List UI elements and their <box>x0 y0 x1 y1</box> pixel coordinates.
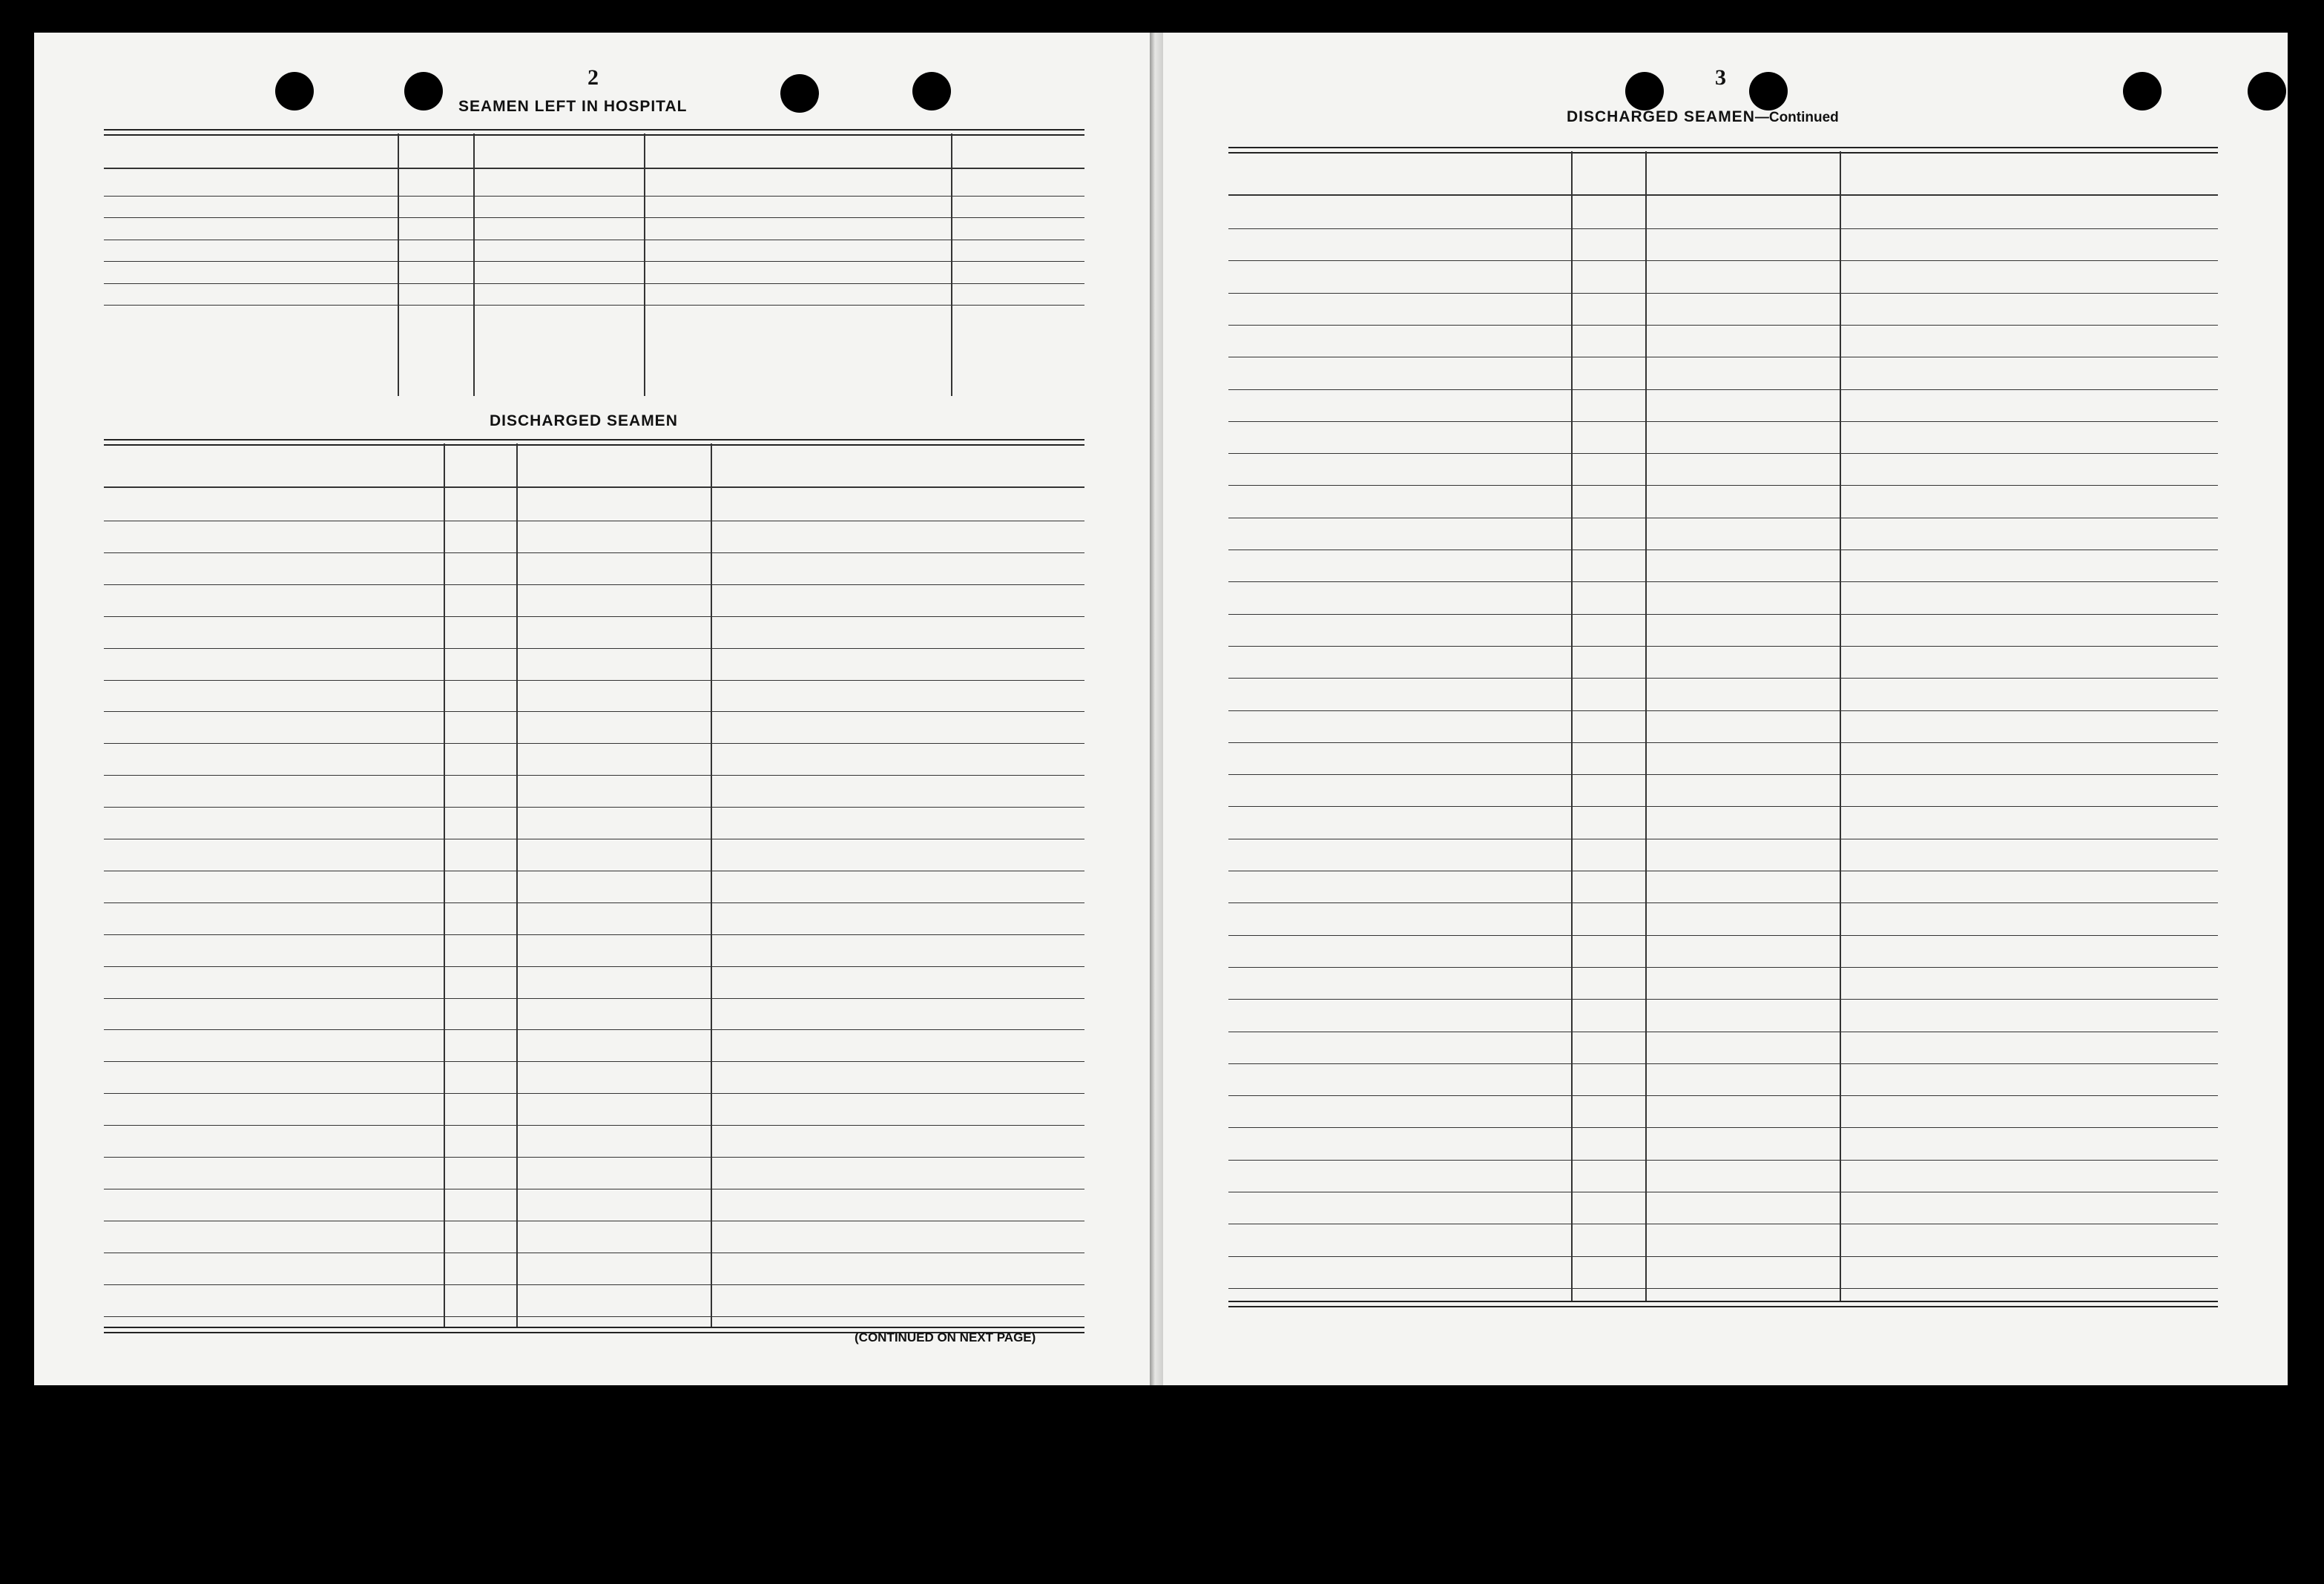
column-rule <box>711 443 712 1327</box>
column-rule <box>444 443 445 1327</box>
row-rule <box>1228 1063 2218 1064</box>
row-rule <box>1228 614 2218 615</box>
table-top-rule <box>104 129 1084 136</box>
row-rule <box>1228 1256 2218 1257</box>
header-rule <box>1228 194 2218 196</box>
row-rule <box>104 616 1084 617</box>
row-rule <box>104 584 1084 585</box>
row-rule <box>1228 1127 2218 1128</box>
row-rule <box>104 711 1084 712</box>
column-rule <box>1571 151 1573 1301</box>
header-rule <box>104 168 1084 169</box>
table-top-rule <box>1228 147 2218 154</box>
row-rule <box>1228 293 2218 294</box>
row-rule <box>104 283 1084 284</box>
row-rule <box>104 807 1084 808</box>
table-top-rule <box>104 439 1084 446</box>
row-rule <box>1228 453 2218 454</box>
punch-hole <box>2123 72 2162 110</box>
column-rule <box>1840 151 1841 1301</box>
row-rule <box>104 680 1084 681</box>
page-number: 2 <box>587 65 599 90</box>
row-rule <box>104 998 1084 999</box>
row-rule <box>1228 1288 2218 1289</box>
row-rule <box>104 1316 1084 1317</box>
row-rule <box>1228 902 2218 903</box>
row-rule <box>104 966 1084 967</box>
column-rule <box>398 133 399 396</box>
row-rule <box>104 1093 1084 1094</box>
row-rule <box>1228 228 2218 229</box>
row-rule <box>1228 389 2218 390</box>
row-rule <box>1228 967 2218 968</box>
continued-note: (CONTINUED ON NEXT PAGE) <box>855 1330 1036 1344</box>
continued-title-suffix: —Continued <box>1754 110 1839 125</box>
right-page <box>1157 33 2288 1385</box>
row-rule <box>1228 806 2218 807</box>
hospital-title: SEAMEN LEFT IN HOSPITAL <box>458 98 688 115</box>
row-rule <box>104 261 1084 262</box>
table-bottom-rule <box>1228 1301 2218 1307</box>
row-rule <box>104 305 1084 306</box>
row-rule <box>1228 325 2218 326</box>
row-rule <box>1228 260 2218 261</box>
row-rule <box>1228 774 2218 775</box>
column-rule <box>473 133 475 396</box>
column-rule <box>951 133 952 396</box>
continued-title <box>1567 108 1839 126</box>
row-rule <box>104 217 1084 218</box>
row-rule <box>104 934 1084 935</box>
punch-hole <box>275 72 314 110</box>
header-rule <box>104 486 1084 488</box>
row-rule <box>1228 1160 2218 1161</box>
row-rule <box>1228 581 2218 582</box>
row-rule <box>104 1029 1084 1030</box>
row-rule <box>1228 742 2218 743</box>
row-rule <box>1228 678 2218 679</box>
row-rule <box>1228 935 2218 936</box>
row-rule <box>104 902 1084 903</box>
row-rule <box>104 1125 1084 1126</box>
column-rule <box>1645 151 1647 1301</box>
punch-hole <box>1625 72 1664 110</box>
row-rule <box>104 196 1084 197</box>
row-rule <box>104 775 1084 776</box>
row-rule <box>1228 646 2218 647</box>
page-number: 3 <box>1715 65 1726 90</box>
book-spine <box>1150 33 1163 1385</box>
row-rule <box>104 1157 1084 1158</box>
row-rule <box>104 743 1084 744</box>
punch-hole <box>2248 72 2286 110</box>
punch-hole <box>912 72 951 110</box>
continued-title-main: DISCHARGED SEAMEN <box>1567 108 1755 125</box>
punch-hole <box>780 74 819 113</box>
row-rule <box>104 1061 1084 1062</box>
punch-hole <box>1749 72 1788 110</box>
row-rule <box>1228 421 2218 422</box>
row-rule <box>1228 710 2218 711</box>
punch-hole <box>404 72 443 110</box>
discharged-title: DISCHARGED SEAMEN <box>490 412 678 429</box>
column-rule <box>516 443 518 1327</box>
row-rule <box>104 552 1084 553</box>
column-rule <box>644 133 645 396</box>
row-rule <box>1228 1095 2218 1096</box>
row-rule <box>104 1284 1084 1285</box>
row-rule <box>1228 485 2218 486</box>
left-page <box>34 33 1156 1385</box>
row-rule <box>104 648 1084 649</box>
row-rule <box>1228 999 2218 1000</box>
